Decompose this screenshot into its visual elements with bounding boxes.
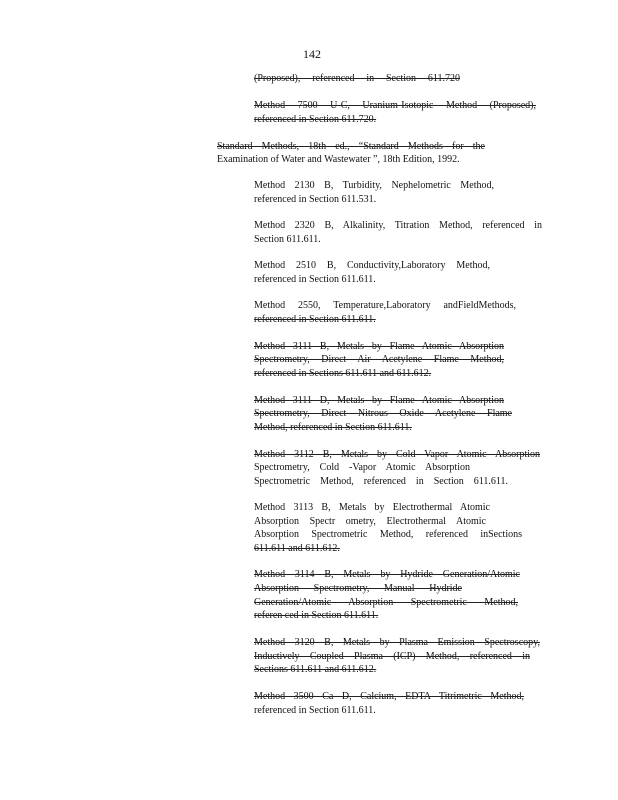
struck-text: Method 7500 U-C, Uranium-Isotopic Method (Proposed), — [254, 100, 536, 111]
text-line — [254, 515, 486, 528]
struck-text: Method 3111 B, Metals by Flame Atomic Absorption — [254, 341, 504, 352]
struck-text: Method 3114 B, Metals by Hydride Generation/Atomic — [254, 569, 520, 580]
plain-text: Method 3113 B, Metals by Electrothermal Atomic — [254, 502, 490, 513]
plain-text: Absorption Spectrometric Method, referenced inSections — [254, 529, 522, 540]
text-line — [254, 367, 431, 380]
plain-text: Absorption Spectr ometry, Electrothermal Atomic — [254, 516, 486, 527]
text-line — [254, 394, 504, 407]
text-line — [254, 501, 490, 514]
text-line — [254, 219, 542, 232]
struck-text: Spectrometry, Direct Nitrous Oxide Acetylene Flame — [254, 408, 512, 419]
text-line — [254, 353, 504, 366]
struck-text: referenced in Sections 611.611 and 611.612. — [254, 368, 432, 379]
text-line — [254, 704, 376, 717]
text-line — [254, 568, 520, 581]
text-line — [254, 299, 516, 312]
text-line — [254, 582, 462, 595]
struck-text: Generation/Atomic Absorption Spectrometric Method, — [254, 597, 518, 608]
struck-text: Standard Methods, 18th ed., “Standard Methods for the — [217, 141, 485, 152]
text-line — [254, 636, 540, 649]
plain-text: referenced in Section 611.611. — [254, 274, 376, 285]
plain-text: Method 2510 B, Conductivity,Laboratory Method, — [254, 260, 490, 271]
plain-text: Section 611.611. — [254, 234, 321, 245]
text-line — [254, 99, 536, 112]
text-line — [254, 475, 508, 488]
struck-text: Spectrometry, Direct Air Acetylene Flame Method, — [254, 354, 504, 365]
text-line — [254, 596, 518, 609]
plain-text: referenced in Section 611.611. — [254, 705, 376, 716]
text-line — [254, 179, 494, 192]
text-line — [254, 340, 504, 353]
struck-text: referenced in Section 611.611. — [254, 314, 376, 325]
struck-text: Absorption Spectrometry, Manual Hydride — [254, 583, 462, 594]
text-line — [254, 609, 378, 622]
text-line — [254, 528, 522, 541]
plain-text: Method 2130 B, Turbidity, Nephelometric Method, — [254, 180, 494, 191]
text-line — [254, 663, 376, 676]
struck-text: (Proposed), referenced in Section 611.720 — [254, 73, 460, 84]
plain-text: Method 2550, Temperature,Laboratory andFieldMethods, — [254, 300, 516, 311]
struck-text: referenced in Section 611.720. — [254, 114, 377, 125]
plain-text: referenced in Section 611.531. — [254, 194, 377, 205]
struck-text: Method, referenced in Section 611.611. — [254, 422, 412, 433]
text-line — [254, 421, 412, 434]
text-line — [254, 690, 524, 703]
plain-text: Method 2320 B, Alkalinity, Titration Method, referenced in — [254, 220, 542, 231]
text-line — [254, 193, 376, 206]
plain-text: Examination of Water and Wastewater ”, 18th Edition, 1992. — [217, 154, 460, 165]
plain-text: Spectrometric Method, referenced in Section 611.611. — [254, 476, 508, 487]
text-line — [254, 448, 540, 461]
struck-text: 611.611 and 611.612. — [254, 543, 340, 554]
text-line — [217, 140, 485, 153]
text-line — [254, 72, 460, 85]
struck-text: Method 3112 B, Metals by Cold Vapor Atomic Absorption — [254, 449, 540, 460]
struck-text: Method 3111 D, Metals by Flame Atomic Absorption — [254, 395, 504, 406]
struck-text: Method 3120 B, Metals by Plasma Emission Spectroscopy, — [254, 637, 540, 648]
text-line — [254, 650, 530, 663]
text-line — [254, 273, 376, 286]
plain-text: Spectrometry, Cold -Vapor Atomic Absorption — [254, 462, 470, 473]
page-number: 142 — [303, 47, 321, 61]
text-line — [217, 153, 460, 166]
text-line — [254, 259, 490, 272]
text-line — [254, 461, 470, 474]
struck-text: Sections 611.611 and 611.612. — [254, 664, 377, 675]
text-line — [254, 313, 376, 326]
text-line — [254, 233, 321, 246]
struck-text: Method 3500 Ca D, Calcium, EDTA Titrimetric Method, — [254, 691, 524, 702]
text-line — [254, 407, 512, 420]
struck-text: referen ced in Section 611.611. — [254, 610, 379, 621]
text-line — [254, 542, 340, 555]
struck-text: Inductively Coupled Plasma (ICP) Method, referenced in — [254, 651, 530, 662]
text-line — [254, 113, 376, 126]
